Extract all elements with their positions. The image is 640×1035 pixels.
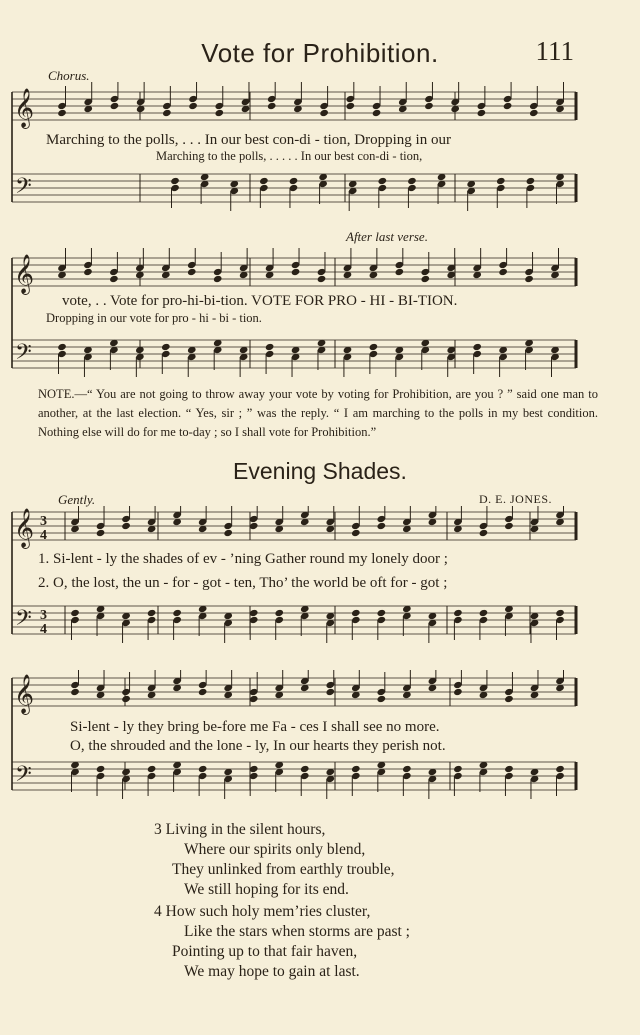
note-head <box>121 695 131 703</box>
note-head <box>147 765 157 773</box>
bass-time-sig-top: 3 <box>40 608 47 623</box>
note-head <box>529 109 539 117</box>
verse-3-line-4: We still hoping for its end. <box>184 881 349 898</box>
note-head <box>346 102 356 110</box>
note-head <box>369 343 379 351</box>
verse-4-line-4: We may hope to gain at last. <box>184 963 360 980</box>
note-head <box>472 343 482 351</box>
note-head <box>70 688 80 696</box>
treble-clef-icon: 𝄞 <box>14 256 35 293</box>
note-head <box>402 765 412 773</box>
note-head <box>300 765 310 773</box>
treble-time-sig-bottom: 4 <box>40 528 47 543</box>
note-head <box>479 609 489 617</box>
note-head <box>496 177 506 185</box>
verse-4-line-1-text: How such holy mem’ries cluster, <box>165 903 371 920</box>
note-head <box>504 695 514 703</box>
note-head <box>289 177 299 185</box>
bass-time-sig-bottom: 4 <box>40 622 47 637</box>
note-head <box>170 177 180 185</box>
note-head <box>407 177 417 185</box>
verse2-line1: 2. O, the lost, the un - for - got - ten, Tho’ the world be oft for - got ; <box>38 575 448 591</box>
verse-4-line-1 <box>154 902 410 922</box>
note-head <box>479 529 489 537</box>
hymn-title: Vote for Prohibition. <box>201 38 439 68</box>
note-head <box>503 102 513 110</box>
hymn1-lyric-line2: vote, . . Vote for pro-hi-bi-tion. VOTE FOR PRO - HI - BI-TION. <box>62 293 458 309</box>
hymn2-title: Evening Shades. <box>233 458 407 484</box>
note-head <box>524 275 534 283</box>
verse2-line2: O, the shrouded and the lone - ly, In our hearts they perish not. <box>70 738 446 754</box>
note-head <box>395 268 405 276</box>
treble-clef-icon: 𝄞 <box>14 676 35 713</box>
verse-3-line-1-text: Living in the silent hours, <box>165 821 326 838</box>
verse-4-line-3: Pointing up to that fair haven, <box>172 943 358 960</box>
hymn1-lyric-line1: Marching to the polls, . . . In our best con-di - tion, Dropping in our <box>46 132 451 148</box>
note-head <box>96 529 106 537</box>
verse-4-line-2: Like the stars when storms are past ; <box>184 923 410 940</box>
note-head <box>213 275 223 283</box>
note-head <box>162 109 172 117</box>
note-head <box>223 529 233 537</box>
note-head <box>161 343 171 351</box>
note-head <box>267 102 277 110</box>
verse-3-line-1 <box>154 820 395 840</box>
bass-clef-icon: 𝄢 <box>15 762 32 791</box>
note-head <box>109 275 119 283</box>
treble-clef-icon: 𝄞 <box>14 510 35 547</box>
note-head <box>555 609 565 617</box>
note-head <box>424 102 434 110</box>
verse-3-line-3: They unlinked from earthly trouble, <box>172 861 395 878</box>
note-head <box>453 609 463 617</box>
page-number: 111 <box>535 36 574 66</box>
note-head <box>187 268 197 276</box>
verse-4-number: 4 <box>154 903 162 920</box>
note-head <box>351 529 361 537</box>
note-head <box>274 609 284 617</box>
note-head <box>214 109 224 117</box>
after-last-verse-label: After last verse. <box>346 229 428 244</box>
note-head <box>317 275 327 283</box>
note-head <box>477 109 487 117</box>
note-head <box>372 109 382 117</box>
note-head <box>198 688 208 696</box>
note-head <box>96 765 106 773</box>
note-head <box>325 688 335 696</box>
note-head <box>319 109 329 117</box>
note-head <box>504 765 514 773</box>
bass-clef-icon: 𝄢 <box>15 340 32 369</box>
note-head <box>351 609 361 617</box>
note-head <box>172 609 182 617</box>
note-head <box>291 268 301 276</box>
note-head <box>121 522 131 530</box>
note-head <box>453 688 463 696</box>
note-head <box>377 522 387 530</box>
chorus-label: Chorus. <box>48 68 90 83</box>
note-head <box>420 275 430 283</box>
hymn1-bass-lyric-line1: Marching to the polls, . . . . . In our best con-di - tion, <box>156 149 423 163</box>
note-head <box>70 609 80 617</box>
note-head <box>377 609 387 617</box>
note-head <box>188 102 198 110</box>
verse1-line1: 1. Si-lent - ly the shades of ev - ’ning Gather round my lonely door ; <box>38 551 448 567</box>
note-head <box>83 268 93 276</box>
hymn1-bass-lyric-line2: Dropping in our vote for pro - hi - bi - tion. <box>46 311 262 325</box>
verse-4 <box>154 902 410 982</box>
note-head <box>555 765 565 773</box>
note-head <box>110 102 120 110</box>
note-head <box>147 609 157 617</box>
verse-3-line-2: Where our spirits only blend, <box>184 841 366 858</box>
note-head <box>57 343 67 351</box>
note-head <box>259 177 269 185</box>
note-head <box>498 268 508 276</box>
note-head <box>57 109 67 117</box>
note-head <box>377 695 387 703</box>
bass-clef-icon: 𝄢 <box>15 606 32 635</box>
note-head <box>198 765 208 773</box>
treble-clef-icon: 𝄞 <box>14 90 35 127</box>
note-head <box>526 177 536 185</box>
note-head <box>378 177 388 185</box>
treble-time-sig-top: 3 <box>40 514 47 529</box>
note-head <box>265 343 275 351</box>
note-head <box>351 765 361 773</box>
note-head <box>453 765 463 773</box>
composer: D. E. JONES. <box>478 492 552 506</box>
verse-3-number: 3 <box>154 821 162 838</box>
verse-3 <box>154 820 395 900</box>
verse1-line2: Si-lent - ly they bring be-fore me Fa - ces I shall see no more. <box>70 719 440 735</box>
bass-clef-icon: 𝄢 <box>15 174 32 203</box>
tempo-marking: Gently. <box>58 492 96 507</box>
hymn1-note: NOTE.—“ You are not going to throw away your vote by voting for Prohibition, are you ? ” said one man to another, at the last election. “ Yes, sir ; ” was the reply. “ I am marching to the polls in my best condition. Nothing else will do for me to-day ; so I shall vote for Prohibition.” <box>38 387 598 439</box>
note-head <box>504 522 514 530</box>
